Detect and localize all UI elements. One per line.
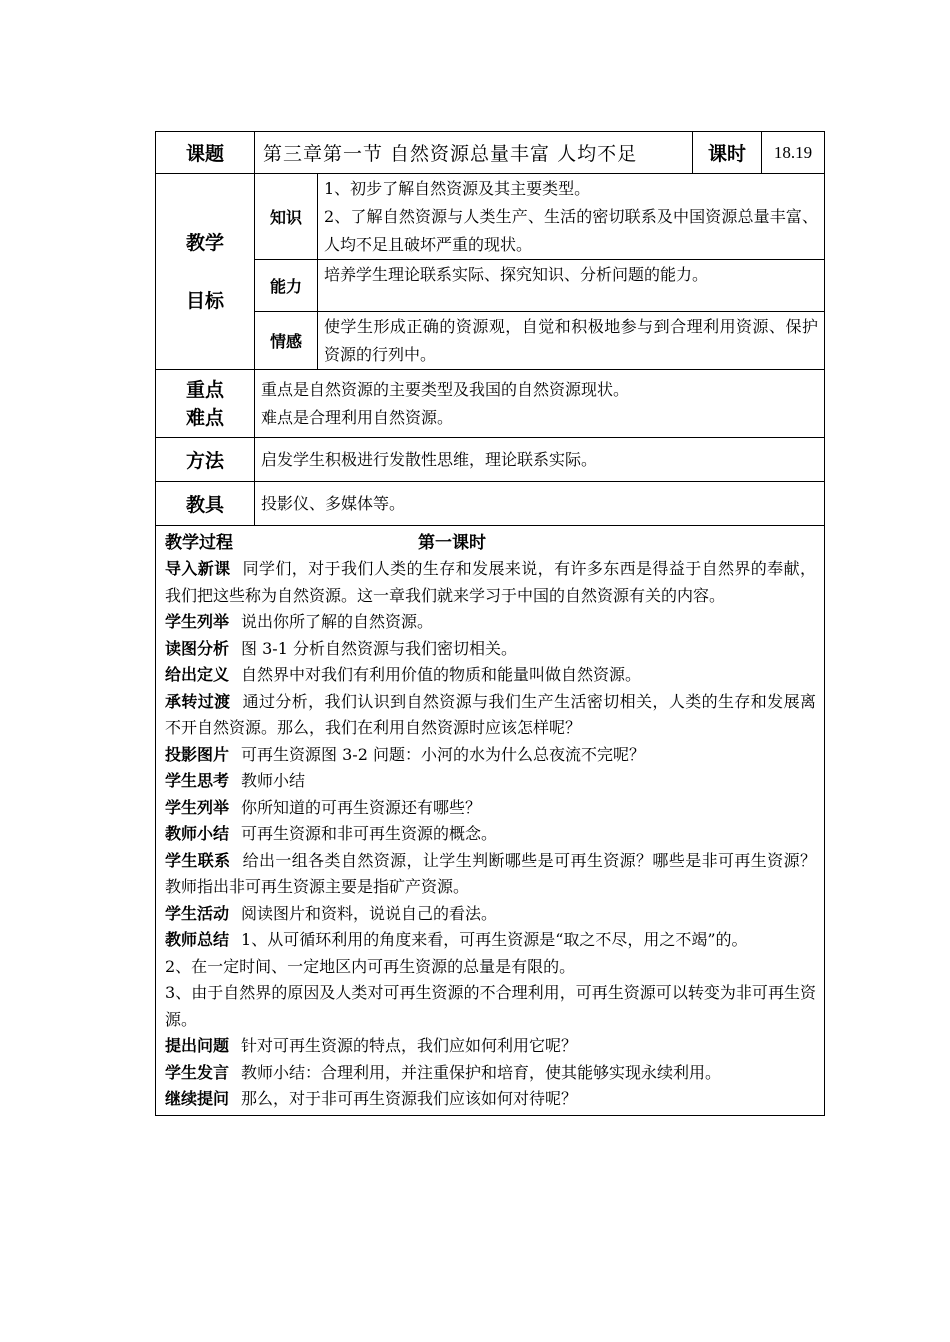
key-point-line: 重点是自然资源的主要类型及我国的自然资源现状。 xyxy=(261,379,630,399)
process-step-key: 承转过渡 xyxy=(165,691,231,711)
process-step-text: 自然界中对我们有利用价值的物质和能量叫做自然资源。 xyxy=(241,665,642,684)
process-step-key: 教师总结 xyxy=(165,930,230,949)
process-step xyxy=(165,556,816,609)
process-step-key: 给出定义 xyxy=(165,665,230,684)
process-step-text: 教师小结：合理利用，并注重保护和培育，使其能够实现永续利用。 xyxy=(241,1062,722,1082)
difficult-point-line: 难点是合理利用自然资源。 xyxy=(261,407,454,427)
process-step-text: 可再生资源和非可再生资源的概念。 xyxy=(241,824,498,843)
process-step xyxy=(165,768,816,795)
hours-label: 课时 xyxy=(693,132,762,174)
objectives-label xyxy=(156,174,255,370)
process-step-key: 教师小结 xyxy=(165,824,230,843)
process-cell xyxy=(156,526,825,1116)
process-heading xyxy=(165,530,816,556)
process-step-text: 3、由于自然界的原因及人类对可再生资源的不合理利用，可再生资源可以转变为非可再生资源。 xyxy=(165,983,816,1029)
topic-row xyxy=(156,132,825,174)
objectives-label-line1: 教学 xyxy=(185,231,224,254)
process-step-text: 2、在一定时间、一定地区内可再生资源的总量是有限的。 xyxy=(165,956,576,976)
process-period: 第一课时 xyxy=(418,533,486,553)
process-step xyxy=(165,636,816,663)
objective-emotion-row xyxy=(156,312,825,370)
process-step xyxy=(165,795,816,822)
ability-text: 培养学生理论联系实际、探究知识、分析问题的能力。 xyxy=(318,260,825,312)
key-points-text xyxy=(255,370,825,438)
process-step-key: 学生列举 xyxy=(165,797,230,817)
process-step xyxy=(165,742,816,769)
process-step-text: 图 3-1 分析自然资源与我们密切相关。 xyxy=(241,638,517,658)
process-step xyxy=(165,1060,816,1087)
process-step-key: 学生活动 xyxy=(165,903,230,923)
key-points-label-line1: 重点 xyxy=(185,378,224,401)
process-step-text: 通过分析，我们认识到自然资源与我们生产生活密切相关，人类的生存和发展离不开自然资源。那么，我们在利用自然资源时应该怎样呢？ xyxy=(165,691,816,737)
hours-value: 18.19 xyxy=(762,132,825,174)
process-step-key: 学生列举 xyxy=(165,612,230,631)
key-points-label xyxy=(156,370,255,438)
emotion-text: 使学生形成正确的资源观，自觉和积极地参与到合理利用资源、保护资源的行列中。 xyxy=(318,312,825,370)
knowledge-label: 知识 xyxy=(255,174,318,260)
method-row xyxy=(156,438,825,482)
process-step xyxy=(165,927,816,954)
process-items xyxy=(165,556,816,1113)
process-step-text: 针对可再生资源的特点，我们应如何利用它呢？ xyxy=(241,1036,578,1055)
process-step-key: 导入新课 xyxy=(165,559,231,578)
lesson-plan-table xyxy=(155,131,825,1116)
process-step-key: 学生联系 xyxy=(165,850,231,870)
process-step xyxy=(165,980,816,1033)
process-step-text: 1、从可循环利用的角度来看，可再生资源是“取之不尽，用之不竭”的。 xyxy=(241,930,748,949)
process-step xyxy=(165,954,816,981)
tools-label: 教具 xyxy=(156,482,255,526)
tools-text: 投影仪、多媒体等。 xyxy=(255,482,825,526)
process-step xyxy=(165,821,816,848)
tools-row xyxy=(156,482,825,526)
process-step-key: 投影图片 xyxy=(165,744,230,764)
key-points-row xyxy=(156,370,825,438)
process-step-key: 提出问题 xyxy=(165,1036,230,1055)
objectives-label-line2: 目标 xyxy=(185,289,224,312)
process-step-text: 你所知道的可再生资源还有哪些？ xyxy=(241,797,482,817)
objective-knowledge-row xyxy=(156,174,825,260)
process-step-key: 学生思考 xyxy=(165,771,230,790)
process-step-key: 继续提问 xyxy=(165,1089,230,1108)
process-step-text: 同学们，对于我们人类的生存和发展来说，有许多东西是得益于自然界的奉献，我们把这些称为自然资源。这一章我们就来学习于中国的自然资源有关的内容。 xyxy=(165,559,816,605)
method-text: 启发学生积极进行发散性思维，理论联系实际。 xyxy=(255,438,825,482)
objective-ability-row xyxy=(156,260,825,312)
process-step-text: 那么，对于非可再生资源我们应该如何对待呢？ xyxy=(241,1089,578,1108)
process-step-key: 读图分析 xyxy=(165,638,230,658)
process-label: 教学过程 xyxy=(165,533,233,553)
emotion-label: 情感 xyxy=(255,312,318,370)
key-points-label-line2: 难点 xyxy=(185,406,224,429)
knowledge-text: 1、初步了解自然资源及其主要类型。 2、了解自然资源与人类生产、生活的密切联系及中国资源总量丰富、人均不足且破坏严重的现状。 xyxy=(318,174,825,260)
lesson-plan-sheet xyxy=(155,131,824,1116)
process-step xyxy=(165,662,816,689)
process-step-text: 给出一组各类自然资源，让学生判断哪些是可再生资源？哪些是非可再生资源？教师指出非可再生资源主要是指矿产资源。 xyxy=(165,850,816,896)
process-step xyxy=(165,609,816,636)
process-step-text: 教师小结 xyxy=(241,771,306,790)
topic-value: 第三章第一节 自然资源总量丰富 人均不足 xyxy=(255,132,693,174)
process-step xyxy=(165,848,816,901)
topic-label: 课题 xyxy=(156,132,255,174)
process-step-text: 可再生资源图 3-2 问题：小河的水为什么总夜流不完呢？ xyxy=(241,744,645,764)
process-step-text: 阅读图片和资料，说说自己的看法。 xyxy=(241,903,498,923)
process-step xyxy=(165,901,816,928)
process-step xyxy=(165,689,816,742)
process-step-text: 说出你所了解的自然资源。 xyxy=(241,612,434,631)
process-step-key: 学生发言 xyxy=(165,1062,230,1082)
process-row xyxy=(156,526,825,1116)
ability-label: 能力 xyxy=(255,260,318,312)
method-label: 方法 xyxy=(156,438,255,482)
process-step xyxy=(165,1033,816,1060)
process-step xyxy=(165,1086,816,1113)
